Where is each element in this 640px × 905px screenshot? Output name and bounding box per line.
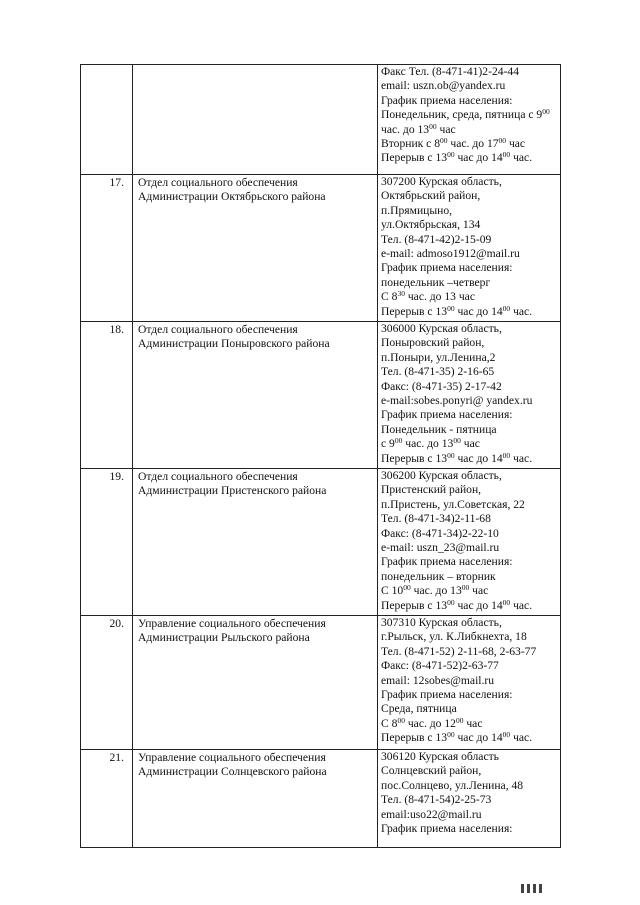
contact-info-line: 306120 Курская область — [381, 750, 499, 763]
contact-info-line: email: uszn.ob@yandex.ru — [381, 79, 506, 93]
office-name-cell — [133, 322, 378, 469]
contact-info-line: Факс: (8-471-52)2-63-77 — [381, 659, 499, 673]
row-number-cell — [81, 322, 133, 469]
contact-info-line: час. до $13^{00}$ час — [381, 121, 456, 136]
offices-table — [80, 64, 561, 848]
contact-info-line: e-mail:sobes.ponyri@ yandex.ru — [381, 394, 533, 408]
contact-info-line: Понедельник - пятница — [381, 422, 497, 436]
row-number-cell — [81, 175, 133, 322]
contact-info-line: Тел. (8-471-42)2-15-09 — [381, 232, 492, 246]
table-row — [81, 469, 561, 616]
contact-info-line: График приема населения: — [381, 822, 513, 836]
contact-info-line: График приема населения: — [381, 555, 513, 569]
contact-info-line: Факс: (8-471-35) 2-17-42 — [381, 379, 502, 393]
scan-mark — [521, 884, 545, 894]
contact-info-cell — [378, 322, 561, 469]
row-number: 19. — [109, 470, 124, 483]
office-name-cell — [133, 175, 378, 322]
contact-info-line: 307310 Курская область, — [381, 616, 502, 629]
contact-info-cell — [378, 65, 561, 175]
row-number-cell — [81, 616, 133, 750]
offices-table-body — [81, 65, 561, 848]
row-number-cell — [81, 750, 133, 848]
contact-info-line: Перерыв с $13^{00}$ час до $14^{00}$ час. — [381, 450, 533, 465]
contact-info-line: Октябрьский район, — [381, 189, 481, 203]
office-name-cell — [133, 469, 378, 616]
contact-info-line: п.Пристень, ул.Советская, 22 — [381, 497, 525, 511]
row-number-cell — [81, 469, 133, 616]
contact-info-line: п.Прямицыно, — [381, 203, 453, 217]
contact-info-line: График приема населения: — [381, 688, 513, 702]
contact-info-line: 307200 Курская область, — [381, 175, 502, 188]
contact-info-line: График приема населения: — [381, 408, 513, 422]
office-name-line: Управление социального обеспечения — [138, 751, 326, 764]
office-name-line: Администрации Пристенского района — [138, 484, 327, 498]
row-number: 17. — [109, 176, 124, 189]
contact-info-line: Тел. (8-471-52) 2-11-68, 2-63-77 — [381, 644, 537, 658]
contact-info-line: Тел. (8-471-34)2-11-68 — [381, 512, 491, 526]
contact-info-line: С $8^{30}$ час. до 13 час — [381, 289, 475, 304]
contact-info-cell — [378, 469, 561, 616]
contact-info-line: пос.Солнцево, ул.Ленина, 48 — [381, 778, 524, 792]
office-name-line: Отдел социального обеспечения — [138, 323, 298, 336]
contact-info-line: Тел. (8-471-35) 2-16-65 — [381, 365, 495, 379]
contact-info-line: понедельник – вторник — [381, 569, 496, 583]
contact-info-line: Факс: (8-471-34)2-22-10 — [381, 526, 499, 540]
contact-info-line: e-mail: admoso1912@mail.ru — [381, 247, 520, 261]
contact-info-line: Перерыв с $13^{00}$ час до $14^{00}$ час. — [381, 597, 533, 612]
contact-info-line: 306200 Курская область, — [381, 469, 502, 482]
contact-info-line: ул.Октябрьская, 134 — [381, 218, 481, 232]
office-name-cell — [133, 750, 378, 848]
table-row — [81, 322, 561, 469]
office-name-line: Администрации Октябрьского района — [138, 190, 326, 204]
row-number: 20. — [109, 617, 124, 630]
contact-info-line: Перерыв с $13^{00}$ час до $14^{00}$ час. — [381, 303, 533, 318]
contact-info-line: с $9^{00}$ час. до $13^{00}$ час — [381, 436, 480, 451]
contact-info-line: Понедельник, среда, пятница с $9^{00}$ — [381, 107, 550, 122]
contact-info-cell — [378, 175, 561, 322]
contact-info-line: Факс Тел. (8-471-41)2-24-44 — [381, 65, 519, 78]
contact-info-line: 306000 Курская область, — [381, 322, 502, 335]
contact-info-line: e-mail: uszn_23@mail.ru — [381, 541, 500, 555]
contact-info-line: Перерыв с $13^{00}$ час до $14^{00}$ час. — [381, 730, 533, 745]
contact-info-line: п.Поныри, ул.Ленина,2 — [381, 350, 496, 364]
contact-info-line: г.Рыльск, ул. К.Либкнехта, 18 — [381, 630, 527, 644]
office-name-line: Отдел социального обеспечения — [138, 470, 298, 483]
office-name-cell — [133, 616, 378, 750]
office-name-line: Администрации Поныровского района — [138, 337, 330, 351]
contact-info-line: email:uso22@mail.ru — [381, 807, 482, 821]
row-number-cell — [81, 65, 133, 175]
office-name-line: Администрации Солнцевского района — [138, 765, 327, 779]
row-number: 21. — [109, 751, 124, 764]
contact-info-line: Пристенский район, — [381, 483, 482, 497]
table-row — [81, 616, 561, 750]
office-name-line: Отдел социального обеспечения — [138, 176, 298, 189]
contact-info-line: График приема населения: — [381, 93, 513, 107]
row-number: 18. — [109, 323, 124, 336]
contact-info-line: Среда, пятница — [381, 702, 457, 716]
office-name-cell — [133, 65, 378, 175]
office-name-line: Администрации Рыльского района — [138, 631, 310, 645]
contact-info-line: email: 12sobes@mail.ru — [381, 673, 495, 687]
table-row — [81, 175, 561, 322]
office-name-line: Управление социального обеспечения — [138, 617, 326, 630]
contact-info-line: Тел. (8-471-54)2-25-73 — [381, 793, 492, 807]
contact-info-line: Поныровский район, — [381, 336, 485, 350]
contact-info-line: Перерыв с $13^{00}$ час до $14^{00}$ час. — [381, 150, 533, 165]
table-row — [81, 750, 561, 848]
contact-info-cell — [378, 616, 561, 750]
contact-info-line: Солнцевский район, — [381, 764, 482, 778]
contact-info-line: График приема населения: — [381, 261, 513, 275]
table-row — [81, 65, 561, 175]
contact-info-line: понедельник –четверг — [381, 275, 491, 289]
contact-info-line: С $8^{00}$ час. до $12^{00}$ час — [381, 715, 483, 730]
contact-info-line: С $10^{00}$ час. до $13^{00}$ час — [381, 583, 489, 598]
contact-info-cell — [378, 750, 561, 848]
contact-info-line: Вторник с $8^{00}$ час. до $17^{00}$ час — [381, 136, 526, 151]
